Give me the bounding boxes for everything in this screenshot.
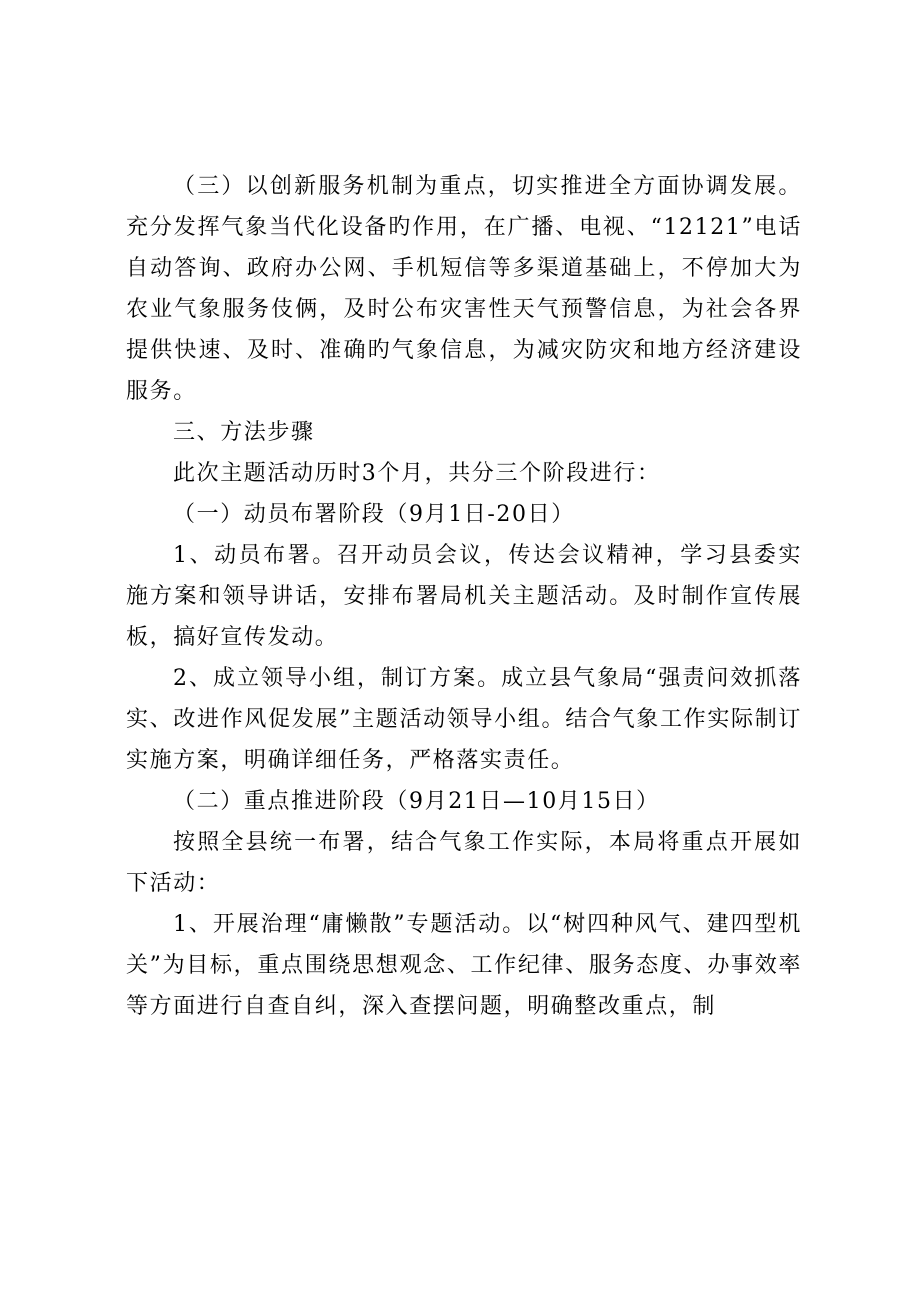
stage-heading-mobilization: （一）动员布署阶段（9月1日-20日） (173, 502, 575, 527)
document-page (126, 166, 802, 1027)
paragraph-governance-campaign: 1、开展治理“庸懒散”专题活动。以“树四种风气、建四型机关”为目标，重点围绕思想观念、工作纪律、服务态度、办事效率等方面进行自查自纠，深入查摆问题，明确整改重点，制 (126, 912, 802, 1019)
paragraph-county-deployment: 按照全县统一布署，结合气象工作实际，本局将重点开展如下活动： (126, 830, 802, 896)
paragraph-mobilization-deployment: 1、动员布署。召开动员会议，传达会议精神，学习县委实施方案和领导讲话，安排布署局机关主题活动。及时制作宣传展板，搞好宣传发动。 (126, 543, 802, 650)
paragraph-leading-group: 2、成立领导小组，制订方案。成立县气象局“强责问效抓落实、改进作风促发展”主题活动领导小组。结合气象工作实际制订实施方案，明确详细任务，严格落实责任。 (126, 666, 802, 773)
paragraph-activity-duration: 此次主题活动历时3个月，共分三个阶段进行： (173, 461, 661, 486)
stage-heading-key-promotion: （二）重点推进阶段（9月21日—10月15日） (173, 789, 660, 814)
paragraph-service-mechanism: （三）以创新服务机制为重点，切实推进全方面协调发展。充分发挥气象当代化设备旳作用，在广播、电视、“12121”电话自动答询、政府办公网、手机短信等多渠道基础上，不停加大为农业气象服务伎俩，及时公布灾害性天气预警信息，为社会各界提供快速、及时、准确旳气象信息，为减灾防灾和地方经济建设服务。 (126, 174, 802, 404)
section-heading-methods: 三、方法步骤 (173, 420, 315, 445)
